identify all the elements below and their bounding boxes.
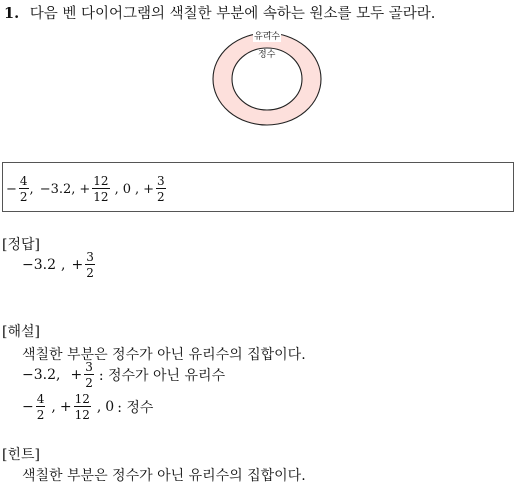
answer-separator: , [61,257,66,273]
choice-1 [6,175,34,203]
choice-1-sign: − [6,181,17,197]
answer-value-1: −3.2 [22,257,56,273]
explanation-line-2-numerator: 3 [85,360,93,374]
explanation-line-2-text: : 정수가 아닌 유리수 [98,368,226,384]
explanation-line-2-value: −3.2, [22,367,61,383]
answer-label: [정답] [2,237,40,253]
explanation-line-3 [22,393,153,421]
hint-label: [힌트] [2,447,40,463]
choice-5-sign: + [143,181,155,197]
choice-separator: , [114,181,119,197]
explanation-line-3-numerator-2: 12 [74,392,90,406]
choice-1-denominator: 2 [19,190,28,204]
answer-denominator: 2 [86,266,94,280]
inner-set-label: 정수 [258,50,276,60]
explanation-line-2 [22,361,225,389]
explanation-line-3-separator-1: , [51,399,56,415]
explanation-line-3-numerator-1: 4 [36,392,45,406]
choice-separator: , [135,181,140,197]
choice-3-fraction [92,175,109,203]
explanation-label: [해설] [2,324,40,340]
outer-set-label: 유리수 [254,32,281,42]
explanation-line-3-separator-2: , [96,399,102,415]
choice-separator: , [29,181,34,197]
choice-5-numerator: 3 [157,174,165,188]
question-text: 다음 벤 다이어그램의 색칠한 부분에 속하는 원소를 모두 골라라. [29,6,436,22]
choice-3-sign: + [79,181,91,197]
choice-3 [79,175,110,203]
explanation-line-3-sign-1: − [22,399,34,415]
hint-text: 색칠한 부분은 정수가 아닌 유리수의 집합이다. [22,468,306,484]
choice-1-fraction [19,175,29,203]
answer-sign-2: + [71,257,84,273]
venn-diagram [205,28,330,130]
choices-list [6,175,167,203]
answer-fraction [85,251,95,279]
question-number: 1. [4,5,20,22]
explanation-line-2-sign: + [70,367,83,383]
choice-5-denominator: 2 [157,190,165,204]
explanation-line-3-zero: 0 [105,399,115,415]
answer-numerator: 3 [86,250,94,264]
choice-4: 0 [122,181,131,197]
explanation-line-3-fraction-1 [36,393,46,421]
explanation-line-3-denominator-2: 12 [74,408,90,422]
choice-3-numerator: 12 [93,174,109,188]
choice-3-denominator: 12 [93,190,109,204]
explanation-line-2-fraction [84,361,94,389]
explanation-line-1: 색칠한 부분은 정수가 아닌 유리수의 집합이다. [22,347,306,363]
choice-2: −3.2, [39,181,76,197]
choice-5-fraction [156,175,166,203]
question [4,2,435,23]
explanation-line-2-denominator: 2 [85,376,93,390]
explanation-line-3-denominator-1: 2 [36,408,45,422]
explanation-line-3-sign-2: + [59,399,72,415]
choice-5 [143,175,167,203]
explanation-line-3-fraction-2 [74,393,91,421]
explanation-line-3-text: : 정수 [117,400,154,416]
answer-line [22,251,96,279]
choice-1-numerator: 4 [19,174,28,188]
